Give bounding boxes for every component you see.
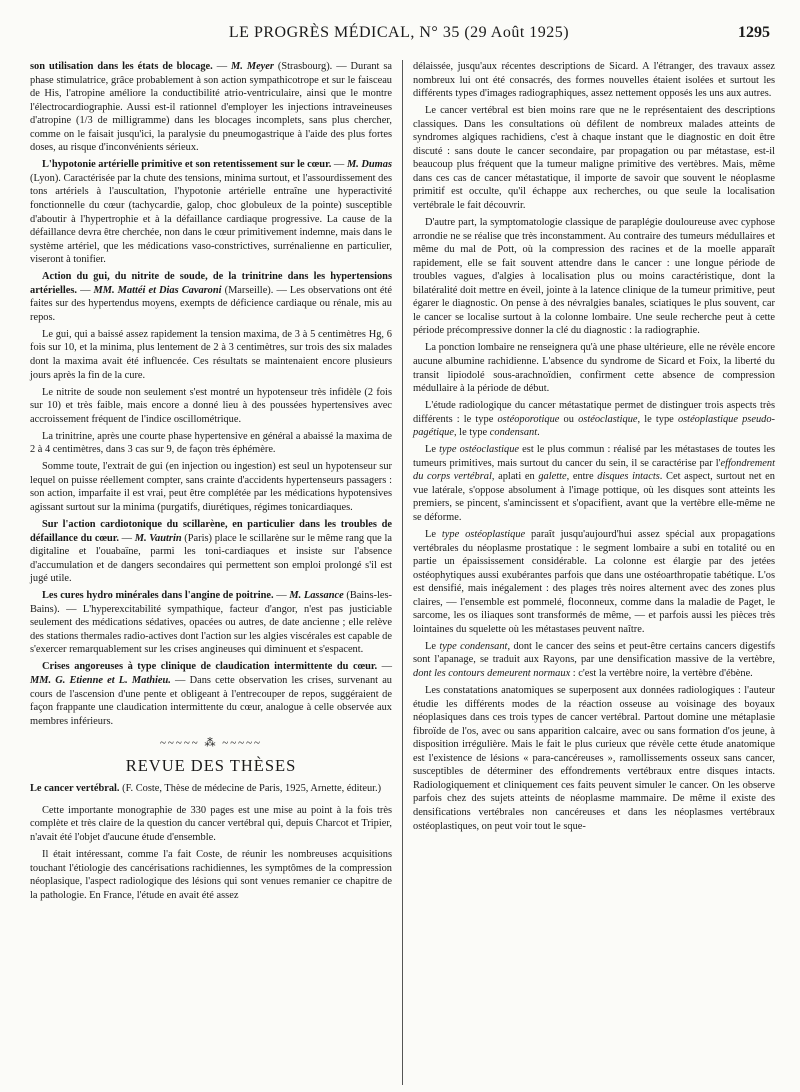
italic-term: type ostéoclastique: [439, 444, 520, 456]
italic-term: ostéoporotique: [497, 413, 560, 425]
italic-term: ostéoplastique pseudo-pagétique: [413, 413, 776, 439]
text-run: , le type: [453, 427, 490, 439]
paragraph: Il était intéressant, comme l'a fait Coste, de réunir les nombreuses acquisitions touchant l'étiologie des cancérisations rachidiennes, les symptômes de la compression néoplasique, l'aspect radiologique des lésions qui sont venues remanier ce chapitre de la pathologie. En France, l'étude en avait été assez: [30, 848, 392, 901]
text-run: , le type: [637, 413, 678, 425]
paragraph: D'autre part, la symptomatologie classique de paraplégie douloureuse avec cyphose arrondie ne se réalise que très inconstamment. Au contraire des tumeurs médullaires et même du mal de Pott, où la compression des racines et de la moelle apparaît rapidement, elle se fait souvent attendre dans le cancer : une longue période de troubles vagues, d'algies à localisation plus ou moins caractéristique, dont la bilatéralité doit mettre en éveil, jointe à la latence clinique de la tumeur primitive, peut égarer le diagnostic. On pense à des névralgies banales, sciatiques le plus souvent, car le cancer se localise surtout à la colonne lombaire. Une seule recherche peut à cette période précompressive donner la clé du diagnostic : la radiographie.: [413, 217, 775, 337]
italic-term: type ostéoplastique: [441, 529, 526, 541]
paragraph-condensant: [413, 640, 775, 681]
abstract-place: (Lyon).: [30, 172, 61, 184]
ornament-divider: ~~~~~ ⁂ ~~~~~: [159, 737, 262, 750]
text-run: .: [537, 427, 540, 439]
text-run: , entre: [566, 471, 598, 483]
italic-term: dont les contours demeurent normaux: [413, 668, 571, 680]
italic-term: galette: [538, 471, 567, 483]
abstract-author: MM. G. Etienne et L. Mathieu.: [30, 675, 171, 687]
right-column: [413, 60, 775, 837]
text-run: ou: [559, 413, 579, 425]
abstract-place: (Paris): [181, 532, 213, 544]
abstract-heading: L'hypotonie artérielle primitive et son retentissement sur le cœur.: [42, 159, 332, 171]
text-run: est le plus commun : réalisé par les métastases de toutes les tumeurs primitives, mais surtout du cancer du sein, il se caractérise par l': [413, 444, 775, 469]
abstract-heading: son utilisation dans les états de blocage.: [30, 61, 213, 72]
abstract-hypotonie: L'hypotonie artérielle primitive et son retentissement sur le cœur. — M. Dumas (Lyon). Caractérisée par la chute des tensions, minima surtout, et l'assourdissement des tons artériels à l'auscultation, l'hypotonie artérielle entraîne une hyperactivité fonctionnelle du cœur (tachycardie, galop, choc globuleux de la pointe) susceptible d'aboutir à l'hypertrophie et à la défaillance cardiaque progressive. La cause de la défaillance devra être cherchée, non dans le cœur primitivement indemne, mais dans le système artériel, que les médications vaso-constrictives, surrénalienne en particulier, viseront à tonifier.: [30, 159, 393, 266]
paragraph: Les constatations anatomiques se superposent aux données radiologiques : l'auteur étudie les différents modes de la réaction osseuse au voisinage des boyaux néoplasiques dans ces trois types de cancer vertébral. Partout domine une métaplasie fibroïde de l'os, avec ou sans apparition calcaire, avec ou sans formation d'os jeune, à disposition irrégulière. Mais le fait le plus curieux que révèle cette étude anatomique est l'existence de lésions « para-cancéreuses », ramollissements osseux sans cancer, susceptibles de déterminer des effondrements vertébraux entre disques intacts. Radiologiquement et cliniquement ces faits peuvent simuler le cancer. On les observe parfois chez des sujets atteints de néoplasme mammaire. De même il existe des densifications vertébrales non cancéreuses et dans les néoplasmes vertébraux ostéoplastiques, on peut voir tout le sque-: [413, 685, 775, 832]
abstract-crises: Crises angoreuses à type clinique de claudication intermittente du cœur. — MM. G. Etienne et L. Mathieu. — Dans cette observation les crises, survenant au cours de l'ascension d'une pente et obligeant à l'entrecouper de repos, suggéraient de façon frappante une claudication intermittente du cœur, analogue à celle observée aux membres inférieurs.: [30, 661, 392, 727]
paragraph: Somme toute, l'extrait de gui (en injection ou ingestion) est seul un hypotenseur sur lequel on puisse réellement compter, sans crainte d'accidents hypertenseurs passagers : son action, imparfaite il est vrai, peut être complétée par les médications hypotensives agissant surtout sur la minima (purgatifs, diurétiques, régimes tonicardiaques.: [30, 461, 392, 513]
abstract-text: Caractérisée par la chute des tensions, minima surtout, et l'assourdissement des tons artériels à l'auscultation, l'hypotonie artérielle entraîne une hyperactivité fonctionnelle du cœur (tachycardie, galop, choc globuleux de la pointe) susceptible d'aboutir à l'hypertrophie et à la défaillance cardiaque progressive. La cause de la défaillance devra être cherchée, non dans le cœur primitivement indemne, mais dans le système artériel, que les médications vaso-constrictives, surrénalienne en particulier, viseront à tonifier.: [30, 172, 393, 266]
abstract-cures: Les cures hydro minérales dans l'angine de poitrine. — M. Lassance (Bains-les-Bains). — L'hyperexcitabilité sympathique, facteur d'angor, n'est pas justiciable seulement des médications sédatives, opacées ou autres, de date ancienne ; elle relève des stations thermales radio-actives dont l'action sur les algies viscérales est capable de s'exercer remarquablement sur les crises angineuses qui diminuent et s'espacent.: [30, 590, 392, 656]
abstract-text: — Les observations ont été faites sur des hypertendus moyens, exempts de déficience cardiaque ou rénale, mis au repos.: [30, 284, 392, 323]
thesis-entry: [30, 782, 392, 796]
abstract-heading: Action du gui, du nitrite de soude, de la trinitrine dans les hypertensions artérielles.: [30, 271, 392, 296]
paragraph: Cette importante monographie de 330 pages est une mise au point à la fois très complète et très claire de la question du cancer vertébral qui, depuis Charcot et Tripier, n'avait été l'objet d'aucune étude d'ensemble.: [30, 804, 392, 843]
text-run: , aplati en: [491, 471, 539, 483]
abstract-heading: Crises angoreuses à type clinique de claudication intermittente du cœur.: [42, 661, 378, 673]
paragraph-osteoclastique: [413, 443, 775, 524]
italic-term: disques intacts: [597, 471, 660, 483]
abstract-gui: Action du gui, du nitrite de soude, de la trinitrine dans les hypertensions artérielles. — MM. Mattéi et Dias Cavaroni (Marseille). — Les observations ont été faites sur des hypertendus moyens, exempts de déficience cardiaque ou rénale, mis au repos.: [30, 271, 392, 323]
paragraph: La trinitrine, après une courte phase hypertensive en général a abaissé la maxima de 2 à 4 centimètres, dans 3 cas sur 9, de façon très éphémère.: [30, 430, 392, 456]
abstract-text: — Durant sa phase stimulatrice, grâce probablement à son action sympathicotrope et sur le faisceau de His, l'atropine améliore la conductibilité atrio-ventriculaire, ainsi que le montre l'électrocardiographie. Aussi est-il rationnel d'employer les injections intraveineuses d'atropine (1/3 de milligramme) dans les blocages incomplets, sans plus chercher, comme on le faisait jusqu'ici, la paralysie du pneumogastrique à l'aide des plus fortes doses, au risque d'inconvénients sérieux.: [30, 61, 393, 154]
running-header: [28, 4, 770, 44]
abstract-author: M. Lassance: [289, 590, 344, 602]
italic-term: effondrement du corps vertébral: [413, 457, 775, 483]
abstract-atropine: son utilisation dans les états de blocage. — M. Meyer (Strasbourg). — Durant sa phase stimulatrice, grâce probablement à son action sympathicotrope et sur le faisceau de His, l'atropine améliore la conductibilité atrio-ventriculaire, ainsi que le montre l'électrocardiographie. Aussi est-il rationnel d'employer les injections intraveineuses d'atropine (1/3 de milligramme) dans les blocages incomplets, sans plus chercher, comme on le faisait jusqu'ici, la paralysie du pneumogastrique à l'aide des plus fortes doses, au risque d'inconvénients sérieux.: [30, 61, 393, 154]
abstract-place: (Marseille).: [221, 284, 274, 296]
abstract-heading: Les cures hydro minérales dans l'angine de poitrine.: [42, 590, 274, 602]
thesis-citation: (F. Coste, Thèse de médecine de Paris, 1925, Arnette, éditeur.): [119, 783, 382, 795]
paragraph: Le gui, qui a baissé assez rapidement la tension maxima, de 3 à 5 centimètres Hg, 6 fois sur 10, et la minima, plus lentement de 2 à 3 centimètres, sur trois des six malades dont la maxima avait été influencée. Ces résultats se maintenaient encore plusieurs jours après la fin de la cure.: [30, 328, 392, 381]
abstract-author: M. Vautrin: [134, 532, 182, 544]
paragraph: Le cancer vertébral est bien moins rare que ne le représentaient des descriptions classiques. Dans les consultations où défilent de nombreux malades atteints de syndromes algiques rachidiens, c'est à chaque instant que le diagnostic en doit être discuté : sans doute le cancer secondaire, par propagation ou par métastase, est-il beaucoup plus fréquent que la tumeur maligne primitive des vertèbres. Mais, même dans ces cas de cancer métastatique, il importe de savoir que souvent le néoplasme primitif est occulte, qu'il échappe aux recherches, ou que seule la localisation vertébrale le fait découvrir.: [413, 105, 775, 211]
text-run: Le: [425, 444, 440, 456]
paragraph-radiology: [413, 399, 775, 440]
text-run: , dont le cancer des seins et peut-être certains cancers digestifs sont l'apanage, se traduit aux Rayons, par une densification massive de la vertèbre,: [413, 640, 776, 666]
text-run: Le: [425, 640, 440, 652]
text-run: L'étude radiologique du cancer métastatique permet de distinguer trois aspects très différents : le type: [413, 400, 775, 425]
text-run: paraît jusqu'aujourd'hui assez spécial aux propagations vertébrales du néoplasme prostatique : le segment lombaire a subi en totalité ou en partie un épaississement considérable. La colonne est élargie par des jetées ostéophytiques aussi exubérantes parfois que dans une ostéoarthropatie tabétique. L'os est densifié, mais inégalement : des plages très noires alternent avec des zones plus claires, — l'ensemble est pommelé, floconneux, comme dans la maladie de Paget, le sarcome, les os iliaques sont transformés de même, — et parfois aussi les pièces très lointaines du squelette où les métastases peuvent naître.: [413, 529, 776, 635]
italic-term: type condensant: [439, 640, 508, 652]
abstract-place: (Strasbourg).: [273, 61, 333, 72]
thesis-heading: Le cancer vertébral.: [30, 783, 120, 795]
abstract-text: — Dans cette observation les crises, survenant au cours de l'ascension d'une pente et obligeant à l'entrecouper de repos, suggéraient de façon frappante une claudication intermittente du cœur, analogue à celle observée aux membres inférieurs.: [30, 675, 392, 727]
italic-term: ostéoclastique: [578, 413, 638, 425]
page-number: 1295: [738, 24, 770, 41]
abstract-author: M. Meyer: [231, 61, 274, 72]
left-column: [30, 60, 392, 906]
abstract-text: place le scillarène sur le même rang que la digitaline et l'ouabaïne, parmi les toni-cardiaques et insiste sur l'absence d'accumulation et de dangers secondaires qui permettent son emploi prolongé s'il est jugé utile.: [30, 532, 392, 585]
paragraph: délaissée, jusqu'aux récentes descriptions de Sicard. A l'étranger, des travaux assez nombreux lui ont été consacrés, des formes nouvelles étaient isolées et surtout les différents types d'images radiographiques, assez nettement opposés les uns aux autres.: [413, 61, 775, 100]
column-divider: [402, 60, 403, 1085]
abstract-text: — L'hyperexcitabilité sympathique, facteur d'angor, n'est pas justiciable seulement des médications sédatives, opacées ou autres, de date ancienne ; elle relève des stations thermales radio-actives dont l'action sur les algies viscérales est capable de s'exercer remarquablement sur les crises angineuses qui diminuent et s'espacent.: [30, 603, 392, 656]
abstract-scillarene: Sur l'action cardiotonique du scillarène, en particulier dans les troubles de défaillance du cœur. — M. Vautrin (Paris) place le scillarène sur le même rang que la digitaline et l'ouabaïne, parmi les toni-cardiaques et insiste sur l'absence d'accumulation et de dangers secondaires qui permettent son emploi prolongé s'il est jugé utile.: [30, 519, 392, 585]
abstract-heading: Sur l'action cardiotonique du scillarène, en particulier dans les troubles de défaillance du cœur.: [30, 519, 392, 544]
paragraph-osteoplastique: [413, 528, 775, 636]
paragraph: Le nitrite de soude non seulement s'est montré un hypotenseur très infidèle (2 fois sur 10) et très faible, mais encore a donné lieu à des poussées hypertensives avec accroissement fréquent de l'indice oscillométrique.: [30, 386, 392, 425]
text-run: Le: [425, 529, 442, 541]
section-title: REVUE DES THÈSES: [125, 755, 297, 775]
journal-title: LE PROGRÈS MÉDICAL, N° 35 (29 Août 1925): [228, 24, 570, 41]
text-run: . Cet aspect, surtout net en vue latérale, s'oppose absolument à l'image pottique, où les disques sont atteints les premiers, se pincent, s'amincissent et s'opacifient, avant que la vertèbre elle-même ne se déforme.: [413, 471, 775, 523]
paragraph: La ponction lombaire ne renseignera qu'à une phase ultérieure, elle ne révèle encore aucune albumine rachidienne. L'absence du syndrome de Sicard et Foix, la liberté du transit lipiodolé sous-arachnoïdien, confirment cette absence de compression médullaire à la période de début.: [413, 342, 775, 395]
abstract-author: M. Dumas: [346, 159, 392, 171]
text-run: : c'est la vertèbre noire, la vertèbre d'ébène.: [570, 668, 753, 680]
abstract-place: (Bains-les-Bains).: [30, 590, 392, 615]
italic-term: condensant: [489, 427, 538, 439]
abstract-author: MM. Mattéi et Dias Cavaroni: [93, 284, 222, 296]
